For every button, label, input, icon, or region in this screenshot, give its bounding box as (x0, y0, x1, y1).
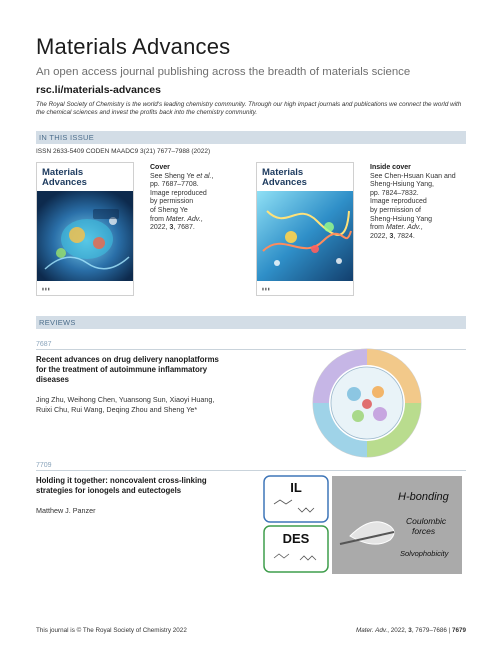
il-label: IL (290, 480, 302, 495)
inside-cover-caption: Inside cover See Chen-Hsuan Kuan and Sheng-Hsiung Yang, pp. 7824–7832. Image reproduced by permission of Sheng-Hsiung Yang from Mater. Adv., 2022, 3, 7824. (370, 164, 470, 241)
footer-page-number: 7679 (451, 627, 466, 634)
article-page-number: 7687 (36, 341, 52, 348)
in-this-issue-bar: IN THIS ISSUE (36, 131, 466, 144)
inside-cover-artwork (257, 191, 354, 281)
journal-title: Materials Advances (36, 34, 231, 59)
coulombic-label: Coulombic (406, 516, 447, 526)
hbonding-label: H-bonding (398, 491, 449, 503)
article-page-number: 7709 (36, 462, 52, 469)
des-label: DES (282, 531, 310, 546)
rsc-blurb: The Royal Society of Chemistry is the world's leading chemistry community. Through our high impact journals and publications we connect the world with the chemical sciences and invest the profits back into the chemistry community. (36, 101, 462, 117)
front-cover-rsc-mark: ▮ ▮ ▮ (42, 287, 50, 291)
footer-copyright: This journal is © The Royal Society of Chemistry 2022 (36, 627, 187, 634)
solvophobicity-label: Solvophobicity (400, 549, 449, 558)
journal-subtitle: An open access journal publishing across the breadth of materials science (36, 66, 411, 78)
front-cover-title: Materials Advances (42, 167, 87, 188)
article-title[interactable]: Recent advances on drug delivery nanoplatforms for the treatment of autoimmune inflammatory diseases (36, 355, 219, 384)
issn-line: ISSN 2633-5409 CODEN MAADC9 3(21) 7677–7988 (2022) (36, 148, 211, 155)
reviews-bar: REVIEWS (36, 316, 466, 329)
article-graphical-abstract-gels (262, 474, 464, 576)
front-cover-caption: Cover See Sheng Ye et al., pp. 7687–7708. Image reproduced by permission of Sheng Ye from Mater. Adv., 2022, 3, 7687. (150, 164, 250, 233)
article-graphical-abstract-wheel (312, 348, 422, 458)
journal-url[interactable]: rsc.li/materials-advances (36, 84, 161, 96)
footer-citation: Mater. Adv., 2022, 3, 7679–7686 | 7679 (356, 627, 466, 634)
front-cover-thumbnail[interactable] (36, 162, 134, 296)
article-title[interactable]: Holding it together: noncovalent cross-linking strategies for ionogels and eutectogels (36, 476, 207, 495)
inside-cover-title: Materials Advances (262, 167, 307, 188)
article-authors: Matthew J. Panzer (36, 506, 96, 515)
forces-label: forces (412, 526, 436, 536)
cover-heading: Cover (150, 164, 170, 171)
inside-cover-thumbnail[interactable] (256, 162, 354, 296)
front-cover-artwork (37, 191, 134, 281)
inside-cover-rsc-mark: ▮ ▮ ▮ (262, 287, 270, 291)
article-authors: Jing Zhu, Weihong Chen, Yuansong Sun, Xiaoyi Huang, Ruixi Chu, Rui Wang, Deqing Zhou and Sheng Ye* (36, 395, 215, 414)
article-divider (36, 470, 466, 471)
inside-cover-heading: Inside cover (370, 164, 411, 171)
